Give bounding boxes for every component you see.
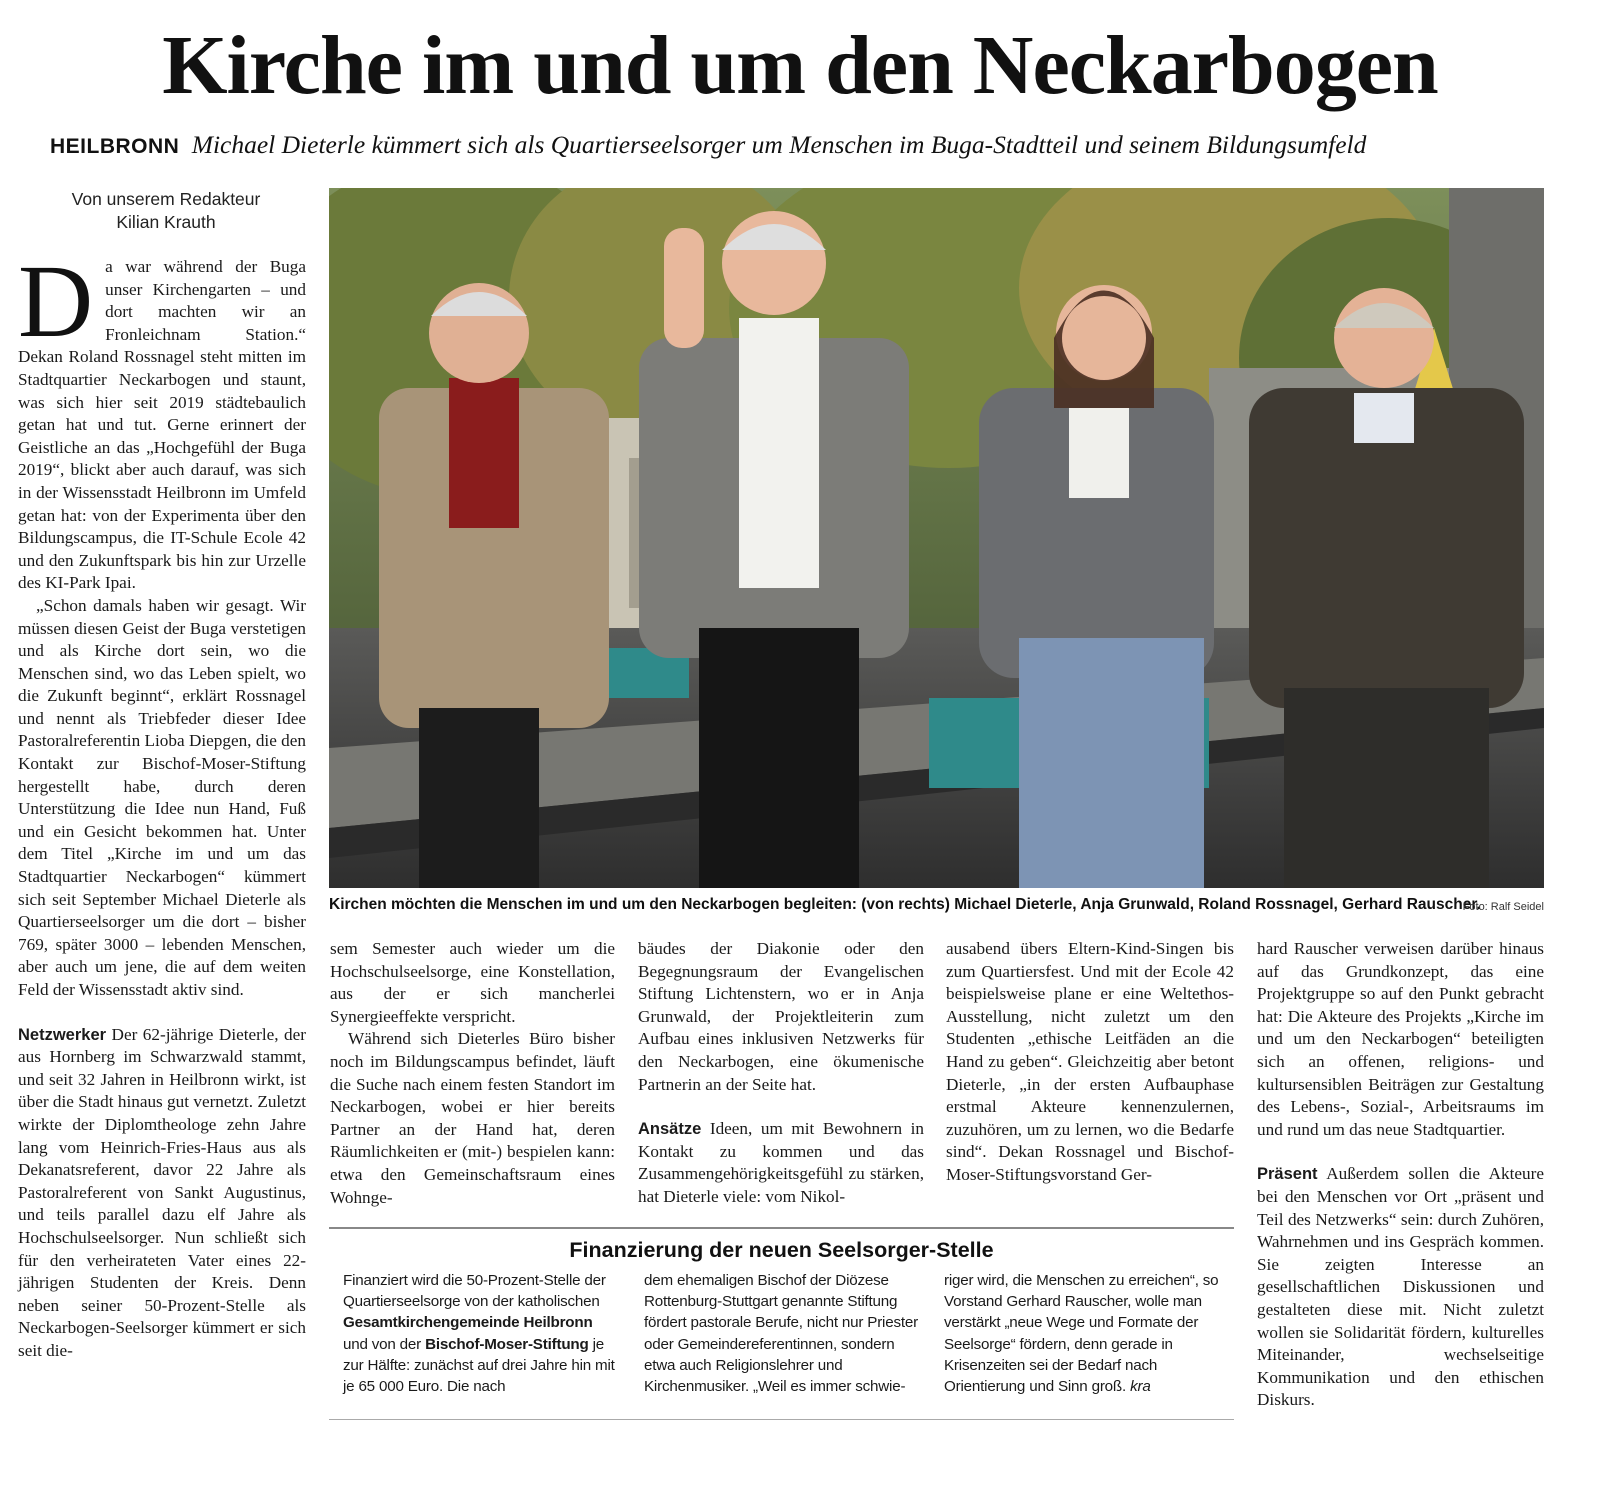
paragraph-3-text: Der 62-jährige Dieterle, der aus Hornberg im Schwarzwald stammt, und seit 32 Jahren in Heilbronn wirkt, ist über die Stadt hinaus gut vernetzt. Zuletzt wirkte der Diplomtheologe zehn Jahre lang vom Heinrich-Fries-Haus aus als Dekanatsreferent, davor 22 Jahre als Pastoralreferent von Sankt Augustinus, und teils parallel dazu elf Jahre als Hochschulseelsorger. Nun schließt sich für den verheirateten Vater eines 22-jährigen Studenten der Kreis. Denn neben seiner 50-Prozent-Stelle als Neckarbogen-Seelsorger kümmert er sich seit die- xyxy=(18,1024,306,1360)
dateline: HEILBRONN xyxy=(50,135,180,158)
paragraph-10-text: Außerdem sollen die Akteure bei den Menschen vor Ort „präsent und Teil des Netzwerks“ sein: durch Zuhören, Wahrnehmen und ins Gespräch kommen. Sie zeigten Interesse an gesellschaftlichen Diskussionen und gestalteten diese mit. Nicht zuletzt wollen sie Solidarität fördern, kulturelles Miteinander, wechselseitige Kommunikation und den ethischen Diskurs. xyxy=(1257,1164,1544,1410)
keyword-praesent: Präsent xyxy=(1257,1165,1318,1184)
text-column-5 xyxy=(1257,938,1544,1412)
text-column-4 xyxy=(946,938,1234,1187)
photo-caption xyxy=(329,893,1544,919)
paragraph-6: bäudes der Diakonie oder den Begegnungsraum der Evangelischen Stiftung Lichtenstern, wo er in Anja Grunwald, der Projektleiterin zum Aufbau eines inklusiven Netzwerks für den Neckarbogen, eine ökumenische Partnerin an der Seite hat. xyxy=(638,939,924,1094)
photo-illustration xyxy=(329,188,1544,888)
infobox-column-1 xyxy=(343,1270,621,1397)
infobox-column-3 xyxy=(944,1270,1222,1397)
deck: Michael Dieterle kümmert sich als Quartierseelsorger um Menschen im Buga-Stadtteil und seinem Bildungsumfeld xyxy=(191,130,1367,159)
caption-text: Kirchen möchten die Menschen im und um den Neckarbogen begleiten: (von rechts) Michael Dieterle, Anja Grunwald, Roland Rossnagel, Gerhard Rauscher. xyxy=(329,896,1481,913)
paragraph-8: ausabend übers Eltern-Kind-Singen bis zum Quartiersfest. Und mit der Ecole 42 beispielsweise plane er eine Weltethos-Ausstellung, nicht zuletzt um den Studenten „ethische Leitfäden an die Hand zu geben“. Gleichzeitig aber betont Dieterle, „in der ersten Aufbauphase erstmal Akteure kennenzulernen, zuzuhören, um zu lernen, wo die Bedarfe sind“. Dekan Rossnagel und Bischof-Moser-Stiftungsvorstand Ger- xyxy=(946,939,1234,1184)
infobox-title: Finanzierung der neuen Seelsorger-Stelle xyxy=(569,1238,994,1262)
author-byline xyxy=(18,188,314,234)
paragraph-9: hard Rauscher verweisen darüber hinaus auf das Grundkonzept, das eine Projektgruppe so auf den Punkt gebracht hat: Die Akteure des Projekts „Kirche im und um den Neckarbogen“ beteiligten sich an offenen, religions- und kultursensiblen Beiträgen zur Gestaltung des Lebens-, Sozial-, Arbeitsraums im und rund um das neue Stadtquartier. xyxy=(1257,939,1544,1139)
infobox-top-rule xyxy=(329,1227,1234,1229)
paragraph-7-text: Ideen, um mit Bewohnern in Kontakt zu kommen und das Zusammengehörigkeitsgefühl zu stärken, hat Dieterle viele: vom Nikol- xyxy=(638,1119,925,1206)
paragraph-2: „Schon damals haben wir gesagt. Wir müssen diesen Geist der Buga verstetigen und als Kirche dort sein, wo die Menschen sind, wo das Leben spielt, wo die Zukunft beginnt“, erklärt Rossnagel und nennt als Triebfeder dieser Idee Pastoralreferentin Lioba Diepgen, die den Kontakt zur Bischof-Moser-Stiftung hergestellt habe, durch deren Unterstützung die Idee nun Hand, Fuß und ein Gesicht bekommen hat. Unter dem Titel „Kirche im und um das Stadtquartier Neckarbogen“ kümmert sich seit September Michael Dieterle als Quartierseelsorger um die dort – bisher 769, später 3000 – lebenden Menschen, aber auch um jene, die auf dem weiten Feld der Wissensstadt aktiv sind. xyxy=(18,595,306,999)
infobox-c1-d: je zur Hälfte: zunächst auf drei Jahre hin mit je 65 000 Euro. Die nach xyxy=(343,1335,615,1396)
headline: Kirche im und um den Neckarbogen xyxy=(162,19,1438,112)
text-column-1 xyxy=(18,244,306,1363)
text-column-2 xyxy=(330,938,615,1209)
infobox-c1-c: und von der xyxy=(343,1335,422,1353)
infobox-c2: dem ehemaligen Bischof der Diözese Rottenburg-Stuttgart genannte Stiftung fördert pastorale Berufe, nicht nur Priester oder Gemeindereferentinnen, sondern etwa auch Religionslehrer und Kirchenmusiker. „Weil es immer schwie- xyxy=(644,1272,918,1396)
keyword-ansaetze: Ansätze xyxy=(638,1120,702,1139)
paragraph-1-text: a war während der Buga unser Kirchengarten – und dort machten wir an Fronleichnam Station.“ Dekan Roland Rossnagel steht mitten im Stadtquartier Neckarbogen und staunt, was sich hier seit 2019 städtebaulich getan hat und tut. Gerne erinnert der Geistliche an das „Hochgefühl der Buga 2019“, blickt aber auch darauf, was sich in der Wissensstadt Heilbronn im Umfeld getan hat: von der Experimenta über den Bildungscampus, die IT-Schule Ecole 42 und den Zukunftspark bis hin zur Urzelle des KI-Park Ipai. xyxy=(18,257,306,593)
infobox-c3: riger wird, die Menschen zu erreichen“, so Vorstand Gerhard Rauscher, wolle man verstärkt „neue Wege und Formate der Seelsorge“ fördern, denn gerade in Krisenzeiten sei der Bedarf nach Orientierung und Sinn groß. xyxy=(944,1272,1219,1396)
author-line-1: Von unserem Redakteur xyxy=(71,189,261,209)
paragraph-4: sem Semester auch wieder um die Hochschulseelsorge, eine Konstellation, aus der er sich mancherlei Synergieeffekte verspricht. xyxy=(330,939,615,1026)
infobox-bottom-rule xyxy=(329,1419,1234,1420)
paragraph-3 xyxy=(18,1024,306,1363)
article-photo xyxy=(329,188,1544,888)
photo-credit: Foto: Ralf Seidel xyxy=(1462,901,1544,913)
paragraph-10 xyxy=(1257,1163,1544,1412)
keyword-netzwerker: Netzwerker xyxy=(18,1025,107,1044)
paragraph-5: Während sich Dieterles Büro bisher noch im Bildungscampus befindet, läuft die Suche nach einem festen Standort im Neckarbogen, wobei er hier bereits Partner an der Hand hat, deren Räumlichkeiten er (mit-) bespielen kann: etwa den Gemeinschaftsraum eines Wohnge- xyxy=(330,1029,615,1207)
subline xyxy=(50,128,1580,164)
infobox-column-2 xyxy=(644,1270,922,1397)
infobox-c1-a: Finanziert wird die 50-Prozent-Stelle der Quartierseelsorge von der katholischen xyxy=(343,1272,606,1311)
paragraph-7 xyxy=(638,1118,924,1208)
drop-cap: D xyxy=(18,244,94,359)
text-column-3 xyxy=(638,938,924,1209)
infobox-c1-bold-2: Bischof-Moser-Stiftung xyxy=(425,1335,589,1353)
author-name: Kilian Krauth xyxy=(116,212,216,232)
infobox-signature: kra xyxy=(1130,1378,1151,1396)
paragraph-1 xyxy=(18,244,306,595)
infobox-c1-bold-1: Gesamtkirchengemeinde Heilbronn xyxy=(343,1314,593,1332)
